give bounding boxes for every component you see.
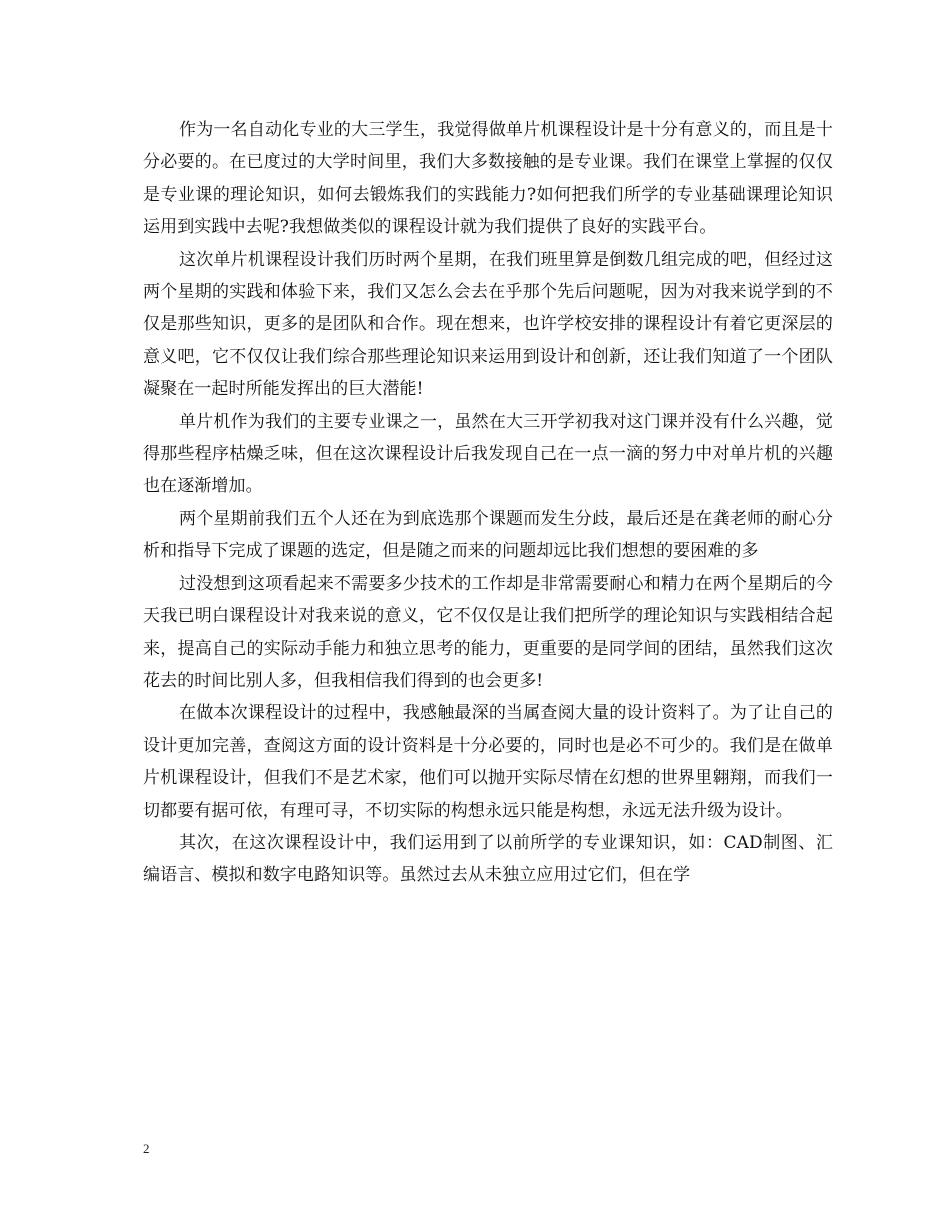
paragraph-6: 在做本次课程设计的过程中，我感触最深的当属查阅大量的设计资料了。为了让自己的设计更加完善，查阅这方面的设计资料是十分必要的，同时也是必不可少的。我们是在做单片机课程设计，但我们不是艺术家，他们可以抛开实际尽情在幻想的世界里翱翔，而我们一切都要有据可依，有理可寻，不切实际的构想永远只能是构想，永远无法升级为设计。 (143, 703, 833, 821)
paragraph-5: 过没想到这项看起来不需要多少技术的工作却是非常需要耐心和精力在两个星期后的今天我已明白课程设计对我来说的意义，它不仅仅是让我们把所学的理论知识与实践相结合起来，提高自己的实际动手能力和独立思考的能力，更重要的是同学间的团结，虽然我们这次花去的时间比别人多，但我相信我们得到的也会更多! (143, 573, 833, 691)
paragraph-3: 单片机作为我们的主要专业课之一，虽然在大三开学初我对这门课并没有什么兴趣，觉得那些程序枯燥乏味，但在这次课程设计后我发现自己在一点一滴的努力中对单片机的兴趣也在逐渐增加。 (143, 411, 833, 497)
paragraph-4: 两个星期前我们五个人还在为到底选那个课题而发生分歧，最后还是在龚老师的耐心分析和指导下完成了课题的选定，但是随之而来的问题却远比我们想想的要困难的多 (143, 508, 833, 562)
page-number: 2 (143, 1141, 150, 1156)
paragraph-7: 其次，在这次课程设计中，我们运用到了以前所学的专业课知识，如：CAD制图、汇编语言、模拟和数字电路知识等。虽然过去从未独立应用过它们，但在学 (143, 832, 833, 886)
paragraph-2: 这次单片机课程设计我们历时两个星期，在我们班里算是倒数几组完成的吧，但经过这两个星期的实践和体验下来，我们又怎么会去在乎那个先后问题呢，因为对我来说学到的不仅是那些知识，更多的是团队和合作。现在想来，也许学校安排的课程设计有着它更深层的意义吧，它不仅仅让我们综合那些理论知识来运用到设计和创新，还让我们知道了一个团队凝聚在一起时所能发挥出的巨大潜能! (143, 249, 833, 400)
paragraph-1: 作为一名自动化专业的大三学生，我觉得做单片机课程设计是十分有意义的，而且是十分必要的。在已度过的大学时间里，我们大多数接触的是专业课。我们在课堂上掌握的仅仅是专业课的理论知识，如何去锻炼我们的实践能力?如何把我们所学的专业基础课理论知识运用到实践中去呢?我想做类似的课程设计就为我们提供了良好的实践平台。 (143, 120, 833, 238)
body-text (143, 114, 833, 892)
